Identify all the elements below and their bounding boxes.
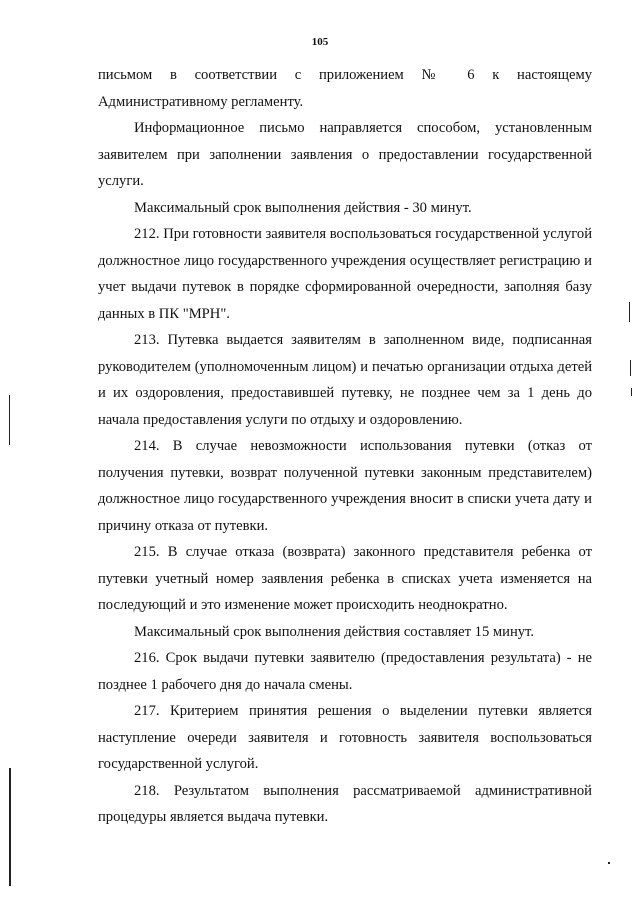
body-text xyxy=(98,62,592,831)
page-number: 105 xyxy=(311,36,329,48)
paragraph-217: 217. Критерием принятия решения о выделении путевки является наступление очереди заявителя и готовность заявителя воспользоваться государственной услугой. xyxy=(98,703,592,772)
paragraph-218: 218. Результатом выполнения рассматриваемой административной процедуры является выдача путевки. xyxy=(98,782,592,825)
paragraph-max-time-30: Максимальный срок выполнения действия - 30 минут. xyxy=(134,199,472,216)
scan-mark-right-upper xyxy=(629,302,630,322)
paragraph-215: 215. В случае отказа (возврата) законного представителя ребенка от путевки учетный номер заявления ребенка в списках учета изменяется на последующий и это изменение может происходить неоднократно. xyxy=(98,544,592,613)
paragraph-continuation: письмом в соответствии с приложением № 6 к настоящему Административному регламенту. xyxy=(98,67,592,110)
scan-mark-left-lower xyxy=(9,768,11,886)
paragraph-info-letter: Информационное письмо направляется способом, установленным заявителем при заполнении заявления о предоставлении государственной услуги. xyxy=(98,120,592,189)
paragraph-216: 216. Срок выдачи путевки заявителю (предоставления результата) - не позднее 1 рабочего дня до начала смены. xyxy=(98,650,592,693)
scan-mark-right-small xyxy=(631,388,632,396)
paragraph-212: 212. При готовности заявителя воспользоваться государственной услугой должностное лицо государственного учреждения осуществляет регистрацию и учет выдачи путевок в порядке сформированной очередности, заполняя базу данных в ПК "МРН". xyxy=(98,226,592,322)
paragraph-max-time-15: Максимальный срок выполнения действия составляет 15 минут. xyxy=(134,623,534,640)
paragraph-214: 214. В случае невозможности использования путевки (отказ от получения путевки, возврат полученной путевки законным представителем) должностное лицо государственного учреждения вносит в списки учета дату и причину отказа от путевки. xyxy=(98,438,592,534)
scan-dot-right xyxy=(608,862,610,864)
paragraph-213: 213. Путевка выдается заявителям в заполненном виде, подписанная руководителем (уполномоченным лицом) и печатью организации отдыха детей и их оздоровления, предоставившей путевку, не позднее чем за 1 день до начала предоставления услуги по отдыху и оздоровлению. xyxy=(98,332,592,428)
scan-mark-left-upper xyxy=(9,395,10,445)
scan-mark-right-mid xyxy=(630,360,631,376)
